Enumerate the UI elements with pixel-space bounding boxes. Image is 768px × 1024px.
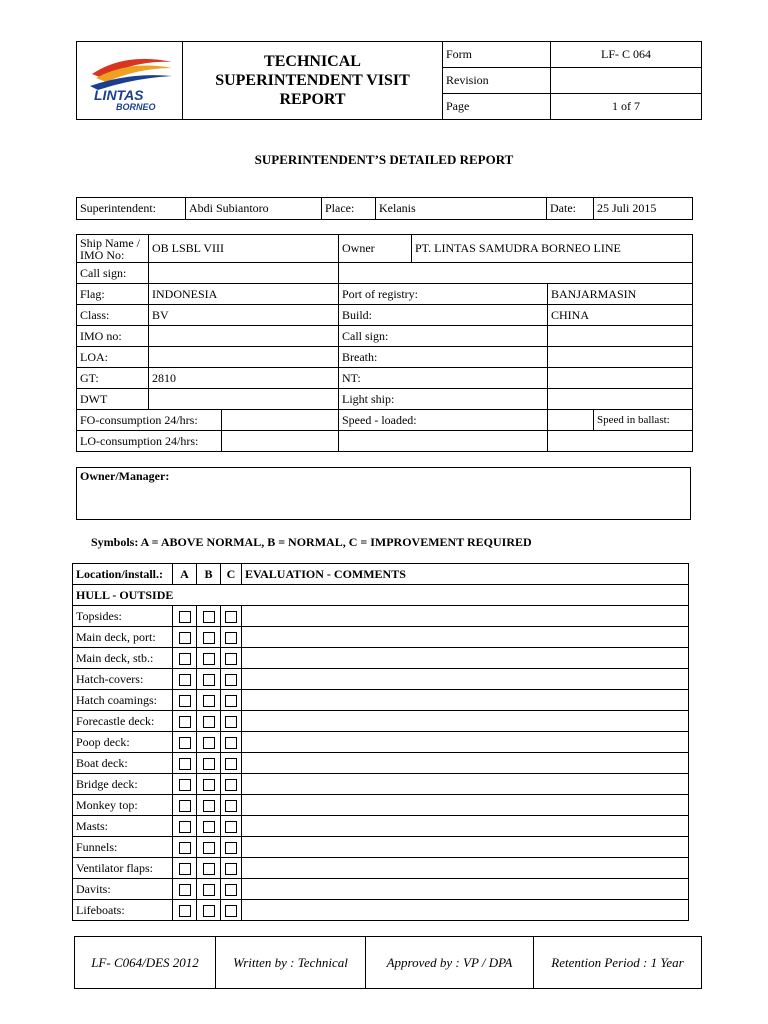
dwt-value[interactable] (149, 389, 339, 410)
rating-b-cell (197, 732, 221, 753)
rating-c-cell (221, 669, 242, 690)
rating-c-cell (221, 879, 242, 900)
col-comments-header: EVALUATION - COMMENTS (242, 564, 689, 585)
location-label: Funnels: (73, 837, 173, 858)
rating-c-cell (221, 837, 242, 858)
rating-b-cell (197, 795, 221, 816)
table-row (73, 627, 689, 648)
rating-c-checkbox[interactable] (225, 611, 237, 623)
rating-a-checkbox[interactable] (179, 842, 191, 854)
rating-a-cell (173, 690, 197, 711)
rating-b-checkbox[interactable] (203, 737, 215, 749)
table-row (73, 816, 689, 837)
fo-consumption-label: FO-consumption 24/hrs: (77, 410, 222, 431)
table-row (73, 606, 689, 627)
rating-a-checkbox[interactable] (179, 632, 191, 644)
rating-a-checkbox[interactable] (179, 884, 191, 896)
table-row (73, 837, 689, 858)
lintas-borneo-logo-icon (80, 44, 180, 114)
port-label: Port of registry: (339, 284, 548, 305)
location-label: Topsides: (73, 606, 173, 627)
lo-consumption-label: LO-consumption 24/hrs: (77, 431, 222, 452)
rating-c-checkbox[interactable] (225, 653, 237, 665)
light-ship-label: Light ship: (339, 389, 548, 410)
rating-c-checkbox[interactable] (225, 842, 237, 854)
imo-label: IMO no: (77, 326, 149, 347)
rating-c-checkbox[interactable] (225, 863, 237, 875)
rating-a-cell (173, 858, 197, 879)
rating-c-cell (221, 900, 242, 921)
date-value[interactable]: 25 Juli 2015 (594, 198, 693, 220)
rating-c-checkbox[interactable] (225, 737, 237, 749)
rating-b-cell (197, 627, 221, 648)
light-ship-value[interactable] (548, 389, 693, 410)
rating-b-checkbox[interactable] (203, 863, 215, 875)
port-value[interactable]: BANJARMASIN (548, 284, 693, 305)
superintendent-table (76, 197, 693, 220)
location-label: Main deck, port: (73, 627, 173, 648)
table-row (73, 774, 689, 795)
comment-field[interactable] (242, 606, 689, 627)
location-label: Bridge deck: (73, 774, 173, 795)
table-row (73, 795, 689, 816)
rating-b-cell (197, 879, 221, 900)
rating-c-checkbox[interactable] (225, 779, 237, 791)
rating-c-cell (221, 753, 242, 774)
rating-b-checkbox[interactable] (203, 611, 215, 623)
rating-a-cell (173, 837, 197, 858)
rating-b-checkbox[interactable] (203, 821, 215, 833)
location-label: Masts: (73, 816, 173, 837)
table-row (73, 711, 689, 732)
owner-value[interactable]: PT. LINTAS SAMUDRA BORNEO LINE (412, 235, 693, 263)
col-b-header: B (197, 564, 221, 585)
place-label: Place: (322, 198, 376, 220)
col-a-header: A (173, 564, 197, 585)
logo-text-borneo: BORNEO (115, 102, 156, 112)
rating-a-cell (173, 816, 197, 837)
nt-value[interactable] (548, 368, 693, 389)
col-location-header: Location/install.: (73, 564, 173, 585)
rating-b-cell (197, 774, 221, 795)
rating-c-checkbox[interactable] (225, 905, 237, 917)
comment-field[interactable] (242, 648, 689, 669)
page-value: 1 of 7 (551, 94, 702, 120)
speed-loaded-value[interactable] (548, 410, 594, 431)
rating-a-checkbox[interactable] (179, 695, 191, 707)
build-value[interactable]: CHINA (548, 305, 693, 326)
revision-label: Revision (443, 68, 551, 94)
rating-b-cell (197, 690, 221, 711)
superintendent-value[interactable]: Abdi Subiantoro (186, 198, 322, 220)
rating-a-checkbox[interactable] (179, 863, 191, 875)
call-sign2-label: Call sign: (339, 326, 548, 347)
logo-text-lintas: LINTAS (93, 87, 144, 103)
symbols-legend: Symbols: A = ABOVE NORMAL, B = NORMAL, C = IMPROVEMENT REQUIRED (91, 535, 532, 549)
footer-table (74, 936, 702, 989)
evaluation-table (72, 563, 689, 921)
rating-a-cell (173, 732, 197, 753)
gt-label: GT: (77, 368, 149, 389)
rating-b-cell (197, 753, 221, 774)
col-c-header: C (221, 564, 242, 585)
document-title: TECHNICAL SUPERINTENDENT VISIT REPORT (183, 42, 443, 120)
rating-c-checkbox[interactable] (225, 884, 237, 896)
rating-a-cell (173, 900, 197, 921)
fo-consumption-value[interactable] (222, 410, 339, 431)
dwt-label: DWT (77, 389, 149, 410)
footer-code: LF- C064/DES 2012 (75, 937, 216, 989)
rating-a-cell (173, 774, 197, 795)
rating-c-checkbox[interactable] (225, 632, 237, 644)
rating-b-checkbox[interactable] (203, 716, 215, 728)
rating-b-cell (197, 669, 221, 690)
rating-c-checkbox[interactable] (225, 758, 237, 770)
rating-b-cell (197, 837, 221, 858)
rating-b-cell (197, 900, 221, 921)
location-label: Davits: (73, 879, 173, 900)
comment-field[interactable] (242, 753, 689, 774)
table-row (73, 879, 689, 900)
table-row (73, 753, 689, 774)
place-value[interactable]: Kelanis (376, 198, 547, 220)
rating-a-cell (173, 879, 197, 900)
rating-a-checkbox[interactable] (179, 800, 191, 812)
ship-name-value[interactable]: OB LSBL VIII (149, 235, 339, 263)
rating-c-checkbox[interactable] (225, 800, 237, 812)
table-row (73, 732, 689, 753)
location-label: Poop deck: (73, 732, 173, 753)
comment-field[interactable] (242, 837, 689, 858)
company-logo (77, 42, 183, 120)
comment-field[interactable] (242, 669, 689, 690)
rating-a-cell (173, 795, 197, 816)
call-sign2-value[interactable] (548, 326, 693, 347)
rating-c-checkbox[interactable] (225, 695, 237, 707)
loa-label: LOA: (77, 347, 149, 368)
rating-c-cell (221, 858, 242, 879)
table-row (73, 690, 689, 711)
gt-value[interactable]: 2810 (149, 368, 339, 389)
build-label: Build: (339, 305, 548, 326)
owner-manager-label: Owner/Manager: (80, 469, 170, 483)
comment-field[interactable] (242, 711, 689, 732)
call-sign-label: Call sign: (77, 263, 149, 284)
comment-field[interactable] (242, 858, 689, 879)
nt-label: NT: (339, 368, 548, 389)
rating-a-checkbox[interactable] (179, 758, 191, 770)
rating-b-cell (197, 648, 221, 669)
rating-a-checkbox[interactable] (179, 653, 191, 665)
rating-c-checkbox[interactable] (225, 674, 237, 686)
rating-c-cell (221, 606, 242, 627)
rating-a-checkbox[interactable] (179, 821, 191, 833)
rating-c-cell (221, 774, 242, 795)
location-label: Lifeboats: (73, 900, 173, 921)
owner-label: Owner (339, 235, 412, 263)
rating-a-checkbox[interactable] (179, 905, 191, 917)
comment-field[interactable] (242, 879, 689, 900)
rating-a-cell (173, 648, 197, 669)
rating-b-checkbox[interactable] (203, 632, 215, 644)
rating-c-cell (221, 711, 242, 732)
rating-b-cell (197, 858, 221, 879)
location-label: Forecastle deck: (73, 711, 173, 732)
lo-consumption-value[interactable] (222, 431, 339, 452)
comment-field[interactable] (242, 690, 689, 711)
flag-label: Flag: (77, 284, 149, 305)
section-hull-outside: HULL - OUTSIDE (73, 585, 689, 606)
rating-b-cell (197, 606, 221, 627)
ship-particulars-table (76, 234, 693, 452)
speed-loaded-label: Speed - loaded: (339, 410, 548, 431)
rating-b-checkbox[interactable] (203, 674, 215, 686)
table-row (73, 900, 689, 921)
table-row (73, 669, 689, 690)
rating-b-cell (197, 816, 221, 837)
rating-c-cell (221, 627, 242, 648)
rating-a-cell (173, 606, 197, 627)
rating-a-cell (173, 669, 197, 690)
breath-value[interactable] (548, 347, 693, 368)
table-row (73, 858, 689, 879)
rating-a-checkbox[interactable] (179, 779, 191, 791)
rating-a-cell (173, 627, 197, 648)
location-label: Monkey top: (73, 795, 173, 816)
location-label: Main deck, stb.: (73, 648, 173, 669)
breath-label: Breath: (339, 347, 548, 368)
rating-b-checkbox[interactable] (203, 653, 215, 665)
rating-b-checkbox[interactable] (203, 695, 215, 707)
call-sign-extra[interactable] (339, 263, 693, 284)
rating-a-cell (173, 711, 197, 732)
loa-value[interactable] (149, 347, 339, 368)
owner-manager-box[interactable] (76, 467, 691, 520)
rating-b-checkbox[interactable] (203, 779, 215, 791)
rating-a-checkbox[interactable] (179, 674, 191, 686)
speed-ballast-label: Speed in ballast: (597, 413, 670, 426)
rating-b-checkbox[interactable] (203, 884, 215, 896)
location-label: Hatch coamings: (73, 690, 173, 711)
rating-c-cell (221, 795, 242, 816)
comment-field[interactable] (242, 795, 689, 816)
report-title: SUPERINTENDENT’S DETAILED REPORT (254, 152, 514, 167)
footer-written-by: Written by : Technical (216, 937, 366, 989)
comment-field[interactable] (242, 732, 689, 753)
comment-field[interactable] (242, 900, 689, 921)
imo-value[interactable] (149, 326, 339, 347)
location-label: Boat deck: (73, 753, 173, 774)
location-label: Hatch-covers: (73, 669, 173, 690)
form-label: Form (443, 42, 551, 68)
rating-b-checkbox[interactable] (203, 905, 215, 917)
call-sign-value[interactable] (149, 263, 339, 284)
rating-b-checkbox[interactable] (203, 758, 215, 770)
ship-name-label: Ship Name / IMO No: (77, 235, 149, 263)
rating-b-checkbox[interactable] (203, 842, 215, 854)
class-label: Class: (77, 305, 149, 326)
page-label: Page (443, 94, 551, 120)
table-row (73, 648, 689, 669)
rating-a-checkbox[interactable] (179, 737, 191, 749)
speed-ballast-cell (594, 410, 693, 431)
rating-c-cell (221, 732, 242, 753)
superintendent-label: Superintendent: (77, 198, 186, 220)
rating-c-checkbox[interactable] (225, 716, 237, 728)
footer-approved-by: Approved by : VP / DPA (366, 937, 534, 989)
rating-c-cell (221, 648, 242, 669)
rating-a-cell (173, 753, 197, 774)
comment-field[interactable] (242, 816, 689, 837)
location-label: Ventilator flaps: (73, 858, 173, 879)
rating-b-cell (197, 711, 221, 732)
footer-retention: Retention Period : 1 Year (534, 937, 702, 989)
comment-field[interactable] (242, 774, 689, 795)
form-value: LF- C 064 (551, 42, 702, 68)
date-label: Date: (547, 198, 594, 220)
header-table (76, 41, 702, 120)
rating-c-cell (221, 690, 242, 711)
rating-a-checkbox[interactable] (179, 716, 191, 728)
rating-c-cell (221, 816, 242, 837)
lo-blank-1[interactable] (339, 431, 548, 452)
lo-blank-2[interactable] (548, 431, 693, 452)
class-value[interactable]: BV (149, 305, 339, 326)
flag-value[interactable]: INDONESIA (149, 284, 339, 305)
rating-a-checkbox[interactable] (179, 611, 191, 623)
rating-c-checkbox[interactable] (225, 821, 237, 833)
revision-value (551, 68, 702, 94)
rating-b-checkbox[interactable] (203, 800, 215, 812)
comment-field[interactable] (242, 627, 689, 648)
